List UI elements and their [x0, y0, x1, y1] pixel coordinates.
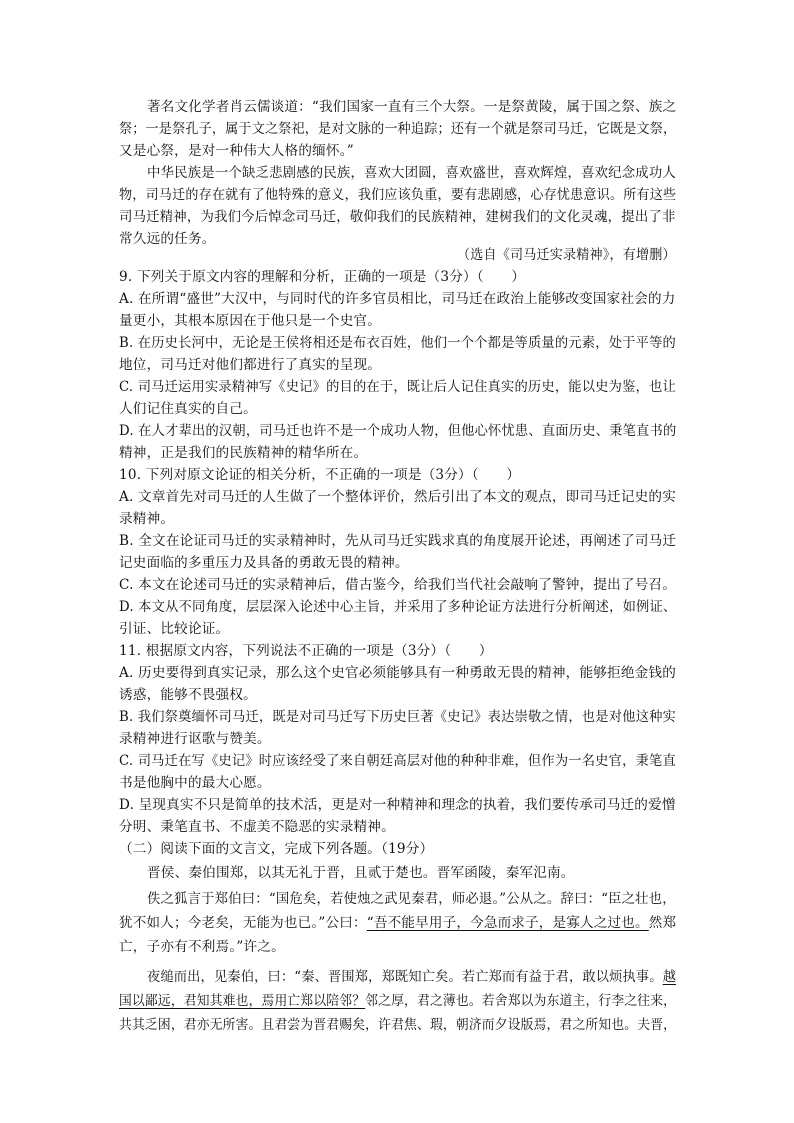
text-segment: 邻之厚，君之薄也。若舍郑以为东道主，行李之往来， — [365, 993, 677, 1009]
underlined-sentence: 国以鄙远，君知其难也，焉用亡郑以陪邻？ — [119, 993, 366, 1009]
underlined-sentence: 越 — [662, 969, 677, 985]
question-10-stem: 10. 下列对原文论证的相关分析，不正确的一项是（3分）（ ） — [119, 467, 521, 483]
option-line: 引证、比较论证。 — [119, 621, 230, 637]
option-line: 记史面临的多重压力及具备的勇敢无畏的精神。 — [119, 555, 409, 571]
classical-text-line: 亡，子亦有不利焉。”许之。 — [119, 939, 285, 955]
text-segment: 夜缒而出，见秦伯，曰：“秦、晋围郑，郑既知亡矣。若亡郑而有益于君，敢以烦执事。 — [147, 969, 663, 985]
classical-text-line: 晋侯、秦伯围郑，以其无礼于晋，且贰于楚也。晋军函陵，秦军氾南。 — [147, 865, 575, 881]
option-line: C. 司马迁运用实录精神写《史记》的目的在于，既让后人记住真实的历史，能以史为鉴，也让 — [119, 379, 676, 395]
option-line: B. 我们祭奠缅怀司马迁，既是对司马迁写下历史巨著《史记》表达崇敬之情，也是对他这种实 — [119, 709, 676, 725]
option-line: A. 在所谓“盛世”大汉中，与同时代的许多官员相比，司马迁在政治上能够改变国家社会的力 — [119, 291, 676, 307]
option-line: B. 在历史长河中，无论是王侯将相还是布衣百姓，他们一个个都是等质量的元素，处于平等的 — [119, 335, 676, 351]
text-segment: 然郑 — [648, 915, 677, 931]
option-line: 人们记住真实的自己。 — [119, 401, 257, 417]
classical-text-line: 佚之狐言于郑伯曰：“国危矣，若使烛之武见秦君，师必退。”公从之。辞曰：“臣之壮也， — [147, 891, 676, 907]
question-9-stem: 9. 下列关于原文内容的理解和分析，正确的一项是（3分）（ ） — [119, 269, 526, 285]
text-line: 祭；一是祭孔子，属于文之祭祀，是对文脉的一种追踪；还有一个就是祭司马迁，它既是文祭， — [119, 121, 677, 137]
option-line: D. 呈现真实不只是简单的技术活，更是对一种精神和理念的执着，我们要传承司马迁的爱憎 — [119, 797, 676, 813]
option-line: D. 在人才辈出的汉朝，司马迁也许不是一个成功人物，但他心怀忧患、直面历史、秉笔直书的 — [119, 423, 677, 439]
option-line: D. 本文从不同角度，层层深入论述中心主旨，并采用了多种论证方法进行分析阐述，如例证、 — [119, 599, 677, 615]
question-11-stem: 11. 根据原文内容，下列说法不正确的一项是（3分）（ ） — [119, 643, 493, 659]
option-line: 录精神。 — [119, 511, 175, 527]
classical-text-line: 共其乏困，君亦无所害。且君尝为晋君赐矣，许君焦、瑕，朝济而夕设版焉，君之所知也。夫晋， — [119, 1017, 677, 1033]
underlined-sentence: “吾不能早用子，今急而求子，是寡人之过也。 — [366, 915, 649, 931]
text-segment: 犹不如人；今老矣，无能为也已。”公曰： — [119, 915, 367, 931]
option-line: A. 文章首先对司马迁的人生做了一个整体评价，然后引出了本文的观点，即司马迁记史的实 — [119, 489, 677, 505]
section-heading: （二）阅读下面的文言文，完成下列各题。（19分） — [119, 841, 434, 857]
option-line: C. 司马迁在写《史记》时应该经受了来自朝廷高层对他的种种非难，但作为一名史官，秉笔直 — [119, 753, 676, 769]
text-line: 物，司马迁的存在就有了他特殊的意义，我们应该负重，要有悲剧感，心存忧患意识。所有这些 — [119, 187, 677, 203]
option-line: C. 本文在论述司马迁的实录精神后，借古鉴今，给我们当代社会敲响了警钟，提出了号召。 — [119, 577, 677, 593]
classical-text-line — [119, 990, 676, 1012]
option-line: A. 历史要得到真实记录，那么这个史官必须能够具有一种勇敢无畏的精神，能够拒绝金钱的 — [119, 665, 677, 681]
option-line: 地位，司马迁对他们都进行了真实的呈现。 — [119, 357, 382, 373]
text-line: 著名文化学者肖云儒谈道：“我们国家一直有三个大祭。一是祭黄陵，属于国之祭、族之 — [147, 99, 677, 115]
text-line: 中华民族是一个缺乏悲剧感的民族，喜欢大团圆，喜欢盛世，喜欢辉煌，喜欢纪念成功人 — [147, 165, 676, 181]
option-line: 量更小，其根本原因在于他只是一个史官。 — [119, 313, 382, 329]
option-line: 诱惑，能够不畏强权。 — [119, 687, 257, 703]
classical-text-line — [119, 912, 676, 934]
option-line: 分明、秉笔直书、不虚美不隐恶的实录精神。 — [119, 819, 395, 835]
text-line: 又是心祭，是对一种伟大人格的缅怀。” — [119, 143, 354, 159]
option-line: 精神，正是我们的民族精神的精华所在。 — [119, 445, 368, 461]
option-line: 书是他胸中的最大心愿。 — [119, 775, 271, 791]
option-line: B. 全文在论证司马迁的实录精神时，先从司马迁实践求真的角度展开论述，再阐述了司马迁 — [119, 533, 677, 549]
source-citation: （选自《司马迁实录精神》，有增删） — [457, 247, 676, 263]
text-line: 常久远的任务。 — [119, 231, 216, 247]
classical-text-line — [147, 966, 676, 988]
option-line: 录精神进行讴歌与赞美。 — [119, 731, 271, 747]
text-line: 司马迁精神，为我们今后悼念司马迁，敬仰我们的民族精神，建树我们的文化灵魂，提出了非 — [119, 209, 676, 225]
